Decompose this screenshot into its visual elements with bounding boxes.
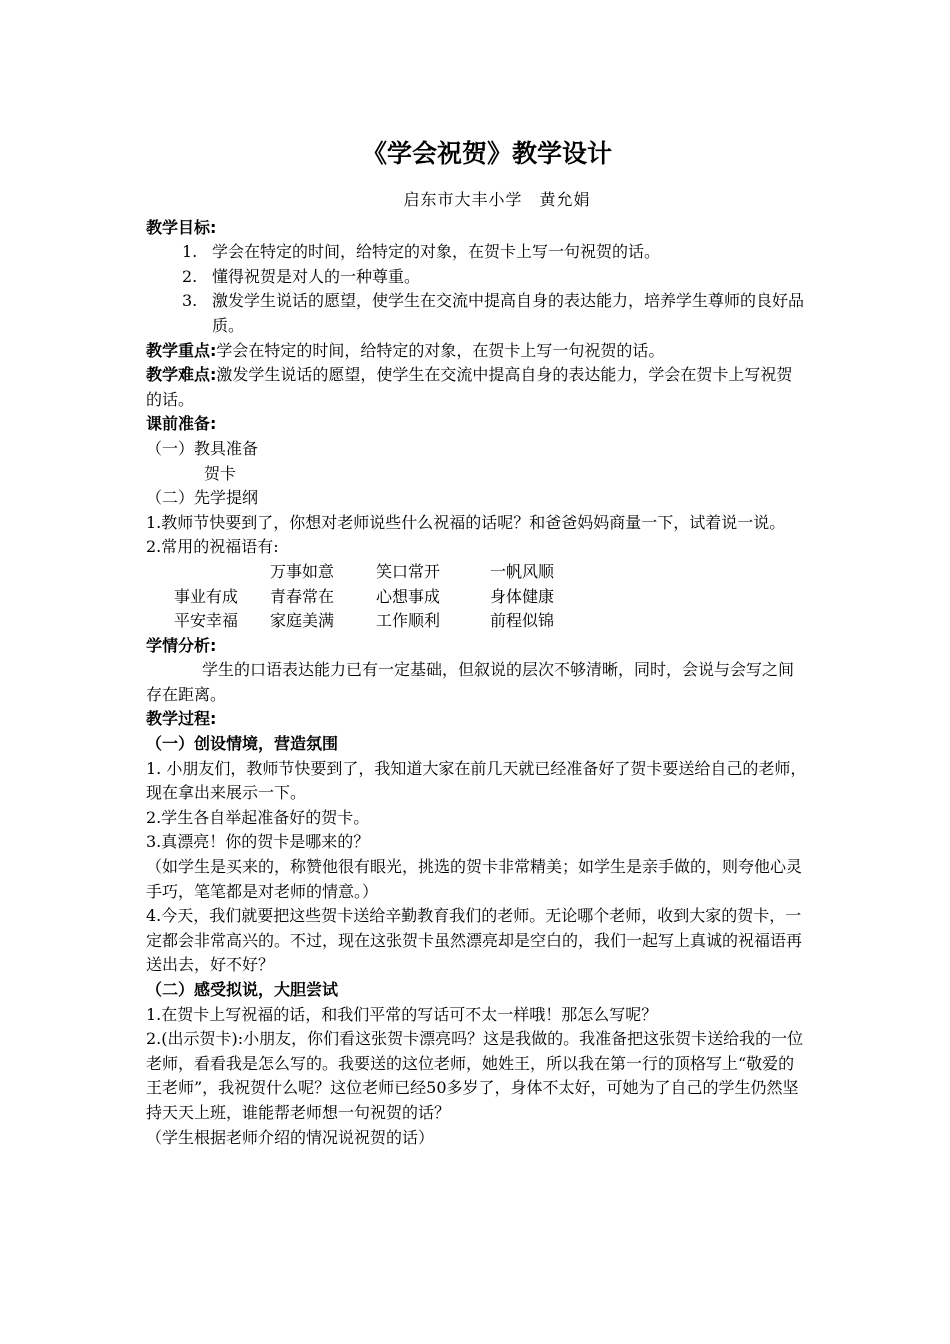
- prep-sub2: （二）先学提纲: [146, 488, 259, 508]
- phrase-row: 万事如意 笑口常开 一帆风顺: [270, 561, 555, 581]
- section2-para: （学生根据老师介绍的情况说祝贺的话）: [146, 1127, 435, 1147]
- prep-sub1: （一）教具准备: [146, 438, 259, 458]
- goal-item: 1. 学会在特定的时间，给特定的对象，在贺卡上写一句祝贺的话。: [182, 242, 661, 262]
- section1-para: （如学生是买来的，称赞他很有眼光，挑选的贺卡非常精美；如学生是亲手做的，则夸他心灵手巧，笔笔都是对老师的情意。）: [146, 857, 803, 901]
- prep-sub1-item: 贺卡: [204, 463, 237, 483]
- section2-title: （二）感受拟说，大胆尝试: [146, 980, 339, 999]
- prep-item2: 2.常用的祝福语有:: [146, 537, 279, 557]
- phrase-row: 平安幸福 家庭美满 工作顺利 前程似锦: [174, 611, 555, 631]
- section1-para: 1. 小朋友们，教师节快要到了，我知道大家在前几天就已经准备好了贺卡要送给自己的老师，现在拿出来展示一下。: [146, 758, 807, 803]
- section1-para: 2.学生各自举起准备好的贺卡。: [146, 807, 370, 827]
- goals-heading: 教学目标:: [146, 217, 217, 237]
- section1-para: 3.真漂亮！你的贺卡是哪来的？: [146, 832, 370, 852]
- process-heading: 教学过程:: [146, 709, 217, 729]
- document-title: 《学会祝贺》教学设计: [361, 139, 612, 168]
- goals-list: [146, 240, 808, 338]
- section1-title: （一）创设情境，营造氛围: [146, 734, 339, 754]
- key-point: 教学重点:学会在特定的时间，给特定的对象，在贺卡上写一句祝贺的话。: [146, 340, 665, 360]
- phrase-table: [146, 560, 808, 634]
- analysis-heading: 学情分析:: [146, 635, 217, 655]
- goal-item: 2. 懂得祝贺是对人的一种尊重。: [182, 266, 421, 286]
- lesson-plan-body: [146, 128, 808, 1150]
- author-line: 启东市大丰小学 黄允娟: [403, 190, 591, 209]
- phrase-row: 事业有成 青春常在 心想事成 身体健康: [174, 586, 555, 606]
- prep-heading: 课前准备:: [146, 414, 217, 434]
- section2-para: 2.(出示贺卡):小朋友，你们看这张贺卡漂亮吗？这是我做的。我准备把这张贺卡送给我的一位老师，看看我是怎么写的。我要送的这位老师，她姓王，所以我在第一行的顶格写上“敬爱的王老师”，我祝贺什么呢？这位老师已经50多岁了，身体不太好，可她为了自己的学生仍然坚持天天上班，谁能帮老师想一句祝贺的话？: [146, 1029, 804, 1122]
- analysis-text: 学生的口语表达能力已有一定基础，但叙说的层次不够清晰，同时，会说与会写之间存在距离。: [146, 660, 795, 704]
- section2-para: 1.在贺卡上写祝福的话，和我们平常的写话可不太一样哦！那怎么写呢？: [146, 1004, 658, 1024]
- prep-item1: 1.教师节快要到了，你想对老师说些什么祝福的话呢？和爸爸妈妈商量一下，试着说一说。: [146, 512, 786, 532]
- goal-item: 3. 激发学生说话的愿望，使学生在交流中提高自身的表达能力，培养学生尊师的良好品质。: [182, 291, 805, 335]
- difficulty: 教学难点:激发学生说话的愿望，使学生在交流中提高自身的表达能力，学会在贺卡上写祝贺的话。: [146, 365, 793, 409]
- section1-para: 4.今天，我们就要把这些贺卡送给辛勤教育我们的老师。无论哪个老师，收到大家的贺卡，一定都会非常高兴的。不过，现在这张贺卡虽然漂亮却是空白的，我们一起写上真诚的祝福语再送出去，好不好？: [146, 906, 803, 975]
